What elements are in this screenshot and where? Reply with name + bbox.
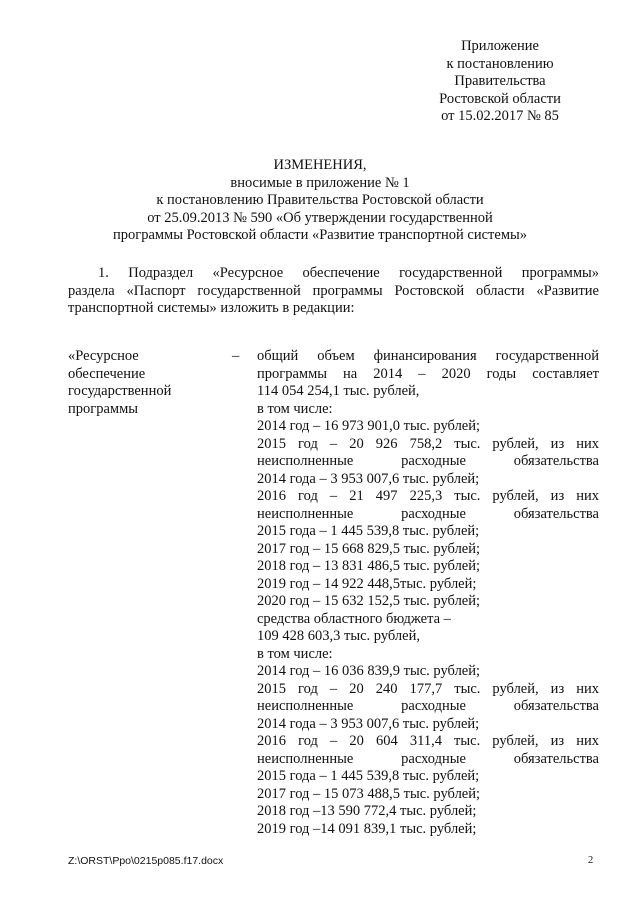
footer-file-path: Z:\ORST\Ppo\0215p085.f17.docx: [68, 855, 224, 867]
right-cell-line: неисполненные расходные обязательства: [257, 750, 599, 767]
right-cell-line: средства областного бюджета –: [257, 610, 451, 627]
left-cell-line: государственной: [68, 383, 172, 399]
right-cell-line: неисполненные расходные обязательства: [257, 698, 599, 714]
left-cell-line: обеспечение: [68, 365, 146, 382]
right-cell-line: 2016 год – 21 497 225,3 тыс. рублей, из них: [257, 488, 599, 504]
right-cell-line: неисполненные расходные обязательства: [257, 505, 599, 522]
right-cell-line: общий объем финансирования государственной: [257, 348, 599, 364]
right-cell-line: 2015 года – 1 445 539,8 тыс. рублей;: [257, 768, 480, 784]
paragraph-line: транспортной системы» изложить в редакции:: [68, 300, 355, 316]
footer-page-number: 2: [588, 855, 594, 866]
table-left-column: [68, 348, 218, 418]
title-line: к постановлению Правительства Ростовской области: [156, 192, 484, 208]
right-cell-line: 2014 год – 16 036 839,9 тыс. рублей;: [257, 663, 481, 679]
right-cell-line: 2017 год – 15 668 829,5 тыс. рублей;: [257, 540, 481, 557]
right-cell-line: 114 054 254,1 тыс. рублей,: [257, 383, 420, 399]
right-cell-line: 2015 год – 20 240 177,7 тыс. рублей, из них: [257, 680, 599, 697]
title-line: программы Ростовской области «Развитие транспортной системы»: [112, 227, 527, 243]
table-right-column: [257, 348, 599, 838]
paragraph-line: раздела «Паспорт государственной программы Ростовской области «Развитие: [68, 282, 599, 299]
right-cell-line: 2014 года – 3 953 007,6 тыс. рублей;: [257, 470, 480, 487]
right-cell-line: 2015 год – 20 926 758,2 тыс. рублей, из них: [257, 435, 599, 452]
right-cell-line: 2014 года – 3 953 007,6 тыс. рублей;: [257, 715, 480, 732]
right-cell-line: 2019 год –14 091 839,1 тыс. рублей;: [257, 820, 477, 837]
appendix-line: от 15.02.2017 № 85: [441, 108, 559, 124]
right-cell-line: 2018 год – 13 831 486,5 тыс. рублей;: [257, 558, 481, 574]
paragraph-1: [68, 265, 599, 318]
title-heading: ИЗМЕНЕНИЯ,: [273, 157, 367, 173]
appendix-line: к постановлению: [446, 55, 554, 72]
right-cell-line: 2016 год – 20 604 311,4 тыс. рублей, из них: [257, 733, 599, 749]
title-line: от 25.09.2013 № 590 «Об утверждении государственной: [147, 209, 493, 226]
paragraph-line: 1. Подраздел «Ресурсное обеспечение государственной программы»: [98, 265, 599, 281]
right-cell-line: программы на 2014 – 2020 годы составляет: [257, 365, 599, 382]
appendix-header: [400, 38, 600, 126]
right-cell-line: 2018 год –13 590 772,4 тыс. рублей;: [257, 803, 477, 819]
right-cell-line: 2017 год – 15 073 488,5 тыс. рублей;: [257, 785, 481, 802]
right-cell-line: 2020 год – 15 632 152,5 тыс. рублей;: [257, 593, 481, 609]
right-cell-line: неисполненные расходные обязательства: [257, 453, 599, 469]
right-cell-line: 2014 год – 16 973 901,0 тыс. рублей;: [257, 418, 481, 434]
right-cell-line: 109 428 603,3 тыс. рублей,: [257, 628, 420, 644]
left-cell-line: программы: [68, 400, 138, 417]
table-dash: –: [232, 348, 240, 364]
appendix-line: Приложение: [461, 38, 539, 54]
right-cell-line: 2015 года – 1 445 539,8 тыс. рублей;: [257, 523, 480, 539]
right-cell-line: 2019 год – 14 922 448,5тыс. рублей;: [257, 575, 477, 592]
appendix-line: Правительства: [454, 73, 546, 89]
right-cell-line: в том числе:: [257, 645, 333, 662]
title-line: вносимые в приложение № 1: [230, 174, 410, 191]
left-cell-line: «Ресурсное: [68, 348, 139, 364]
appendix-line: Ростовской области: [439, 90, 561, 107]
document-title: [40, 157, 600, 245]
right-cell-line: в том числе:: [257, 400, 333, 417]
